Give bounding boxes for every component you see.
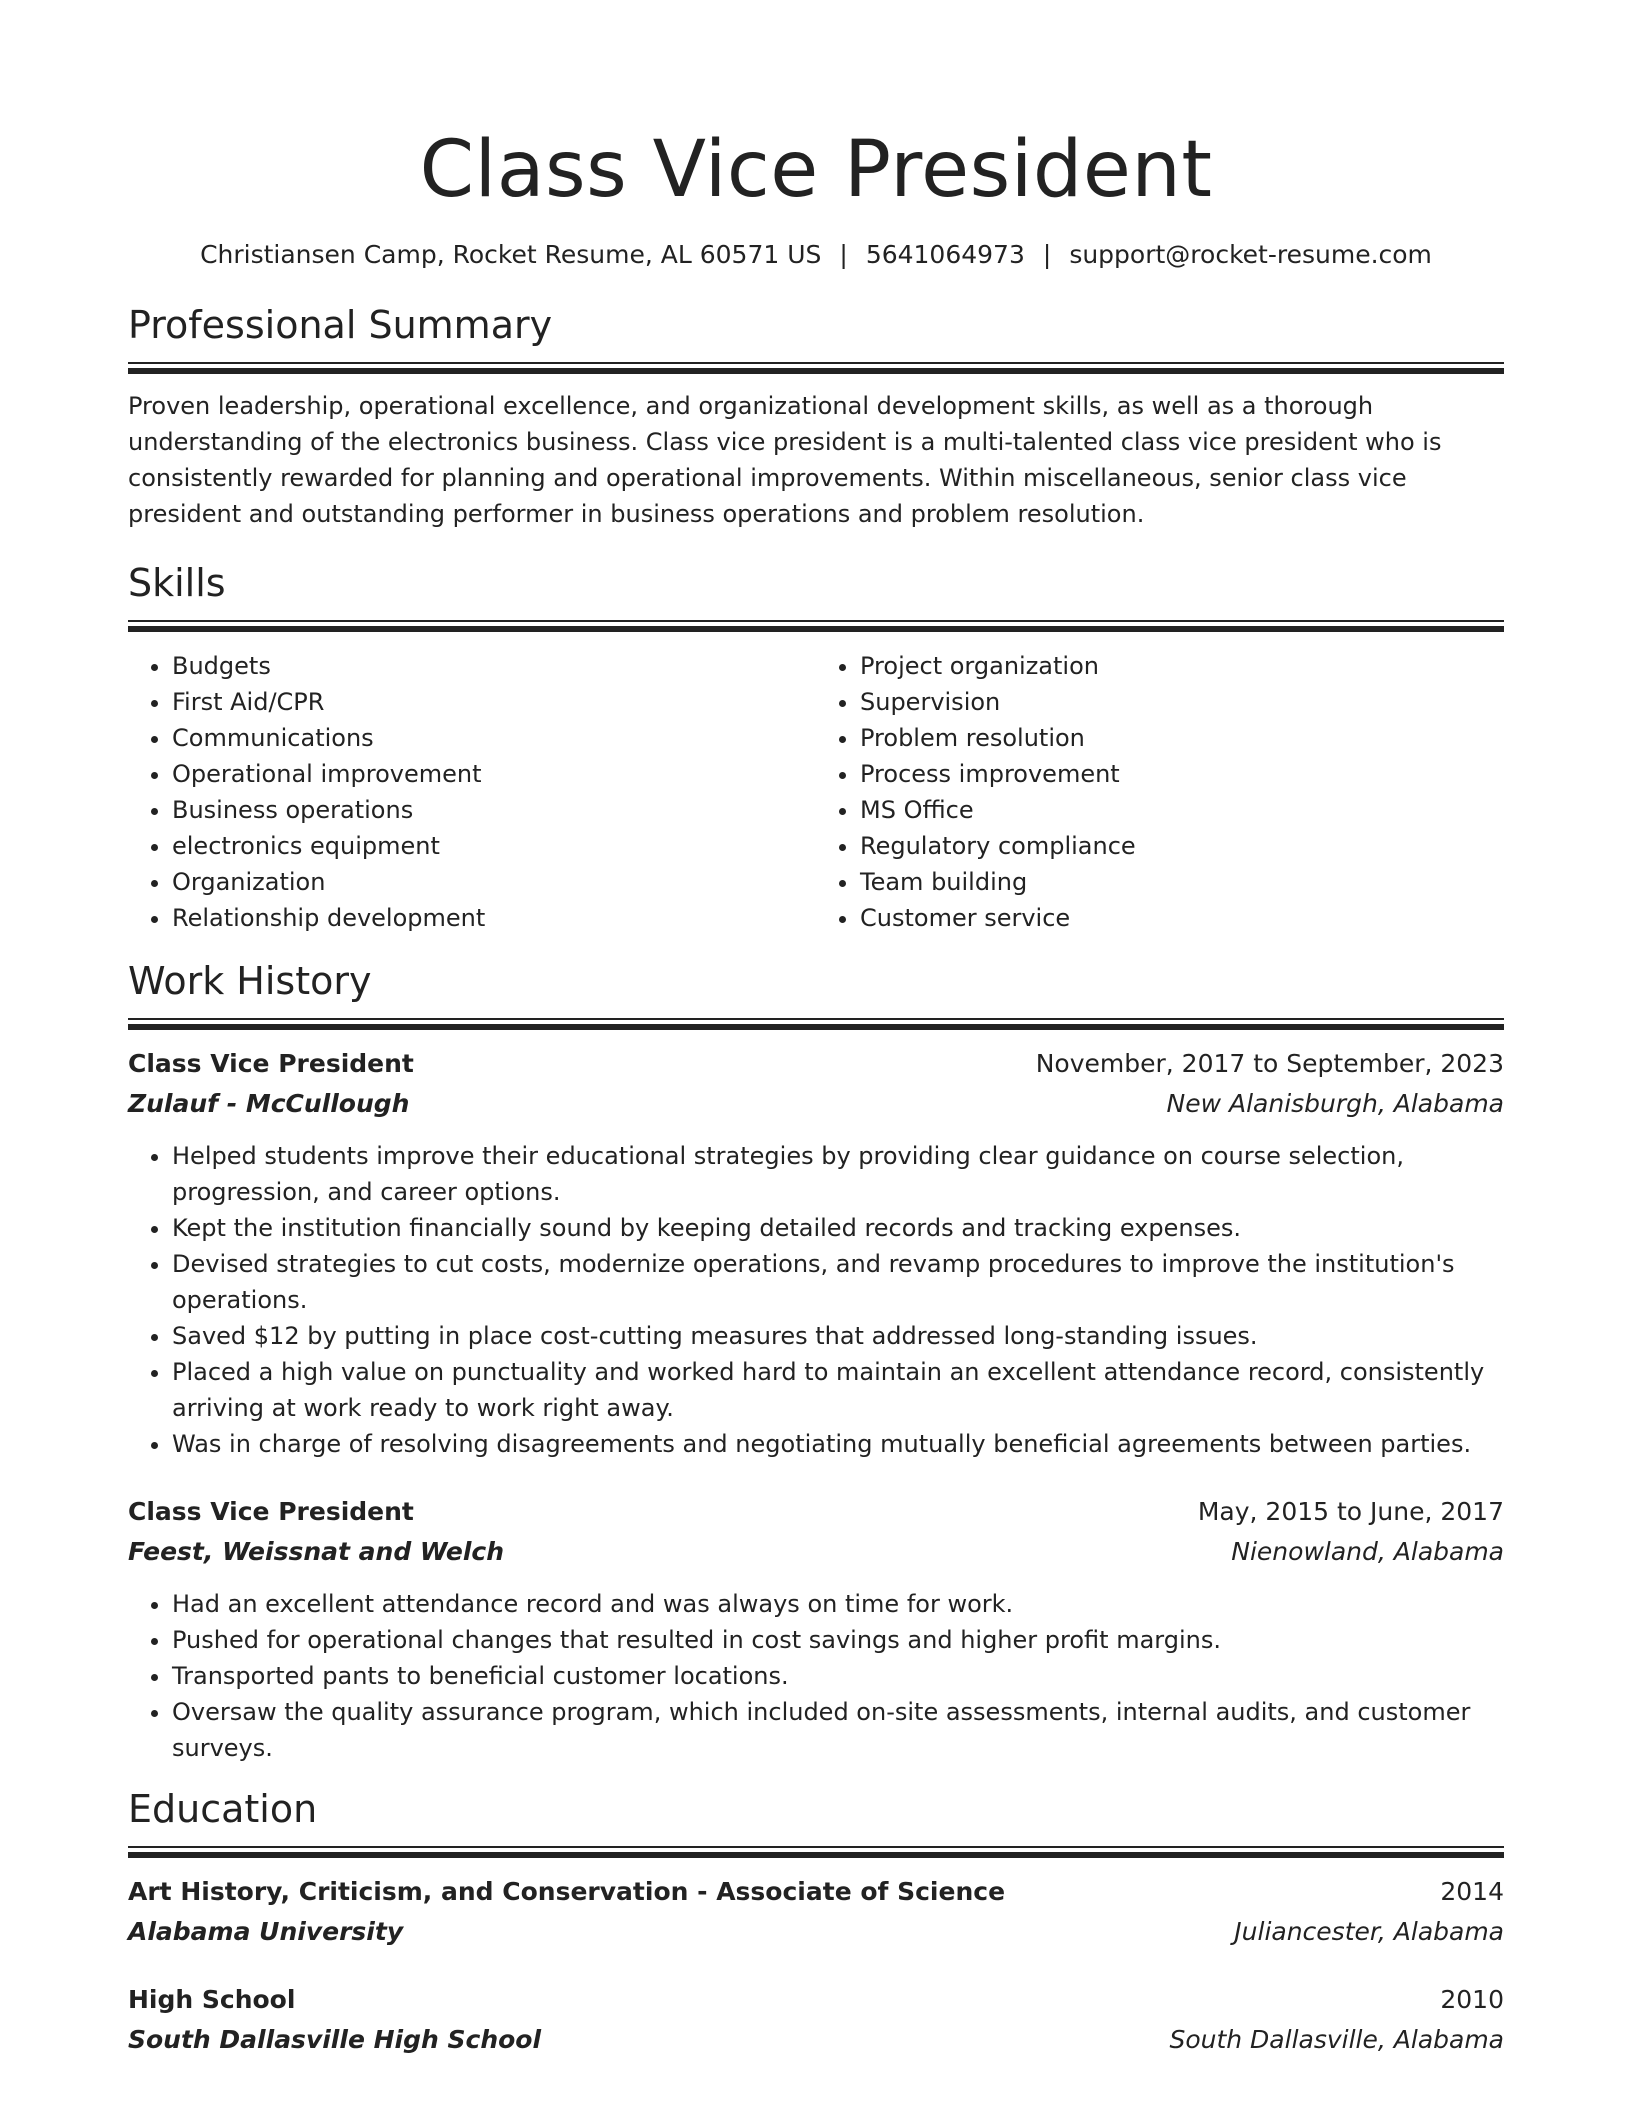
contact-separator: | [1042, 240, 1052, 269]
skills-section [128, 558, 1504, 936]
job-bullet: • Helped students improve their educational strategies by providing clear guidance on course selection, progression, and career options. [172, 1138, 1504, 1210]
work-history-heading: Work History [128, 959, 372, 1003]
skill-item: • Budgets [172, 648, 816, 684]
skill-item: • Problem resolution [860, 720, 1504, 756]
job-bullet: • Pushed for operational changes that resulted in cost savings and higher profit margins. [172, 1622, 1504, 1658]
skill-item: • Organization [172, 864, 816, 900]
job-dates: November, 2017 to September, 2023 [1035, 1049, 1504, 1078]
education-degree: High School [128, 1985, 296, 2014]
job-bullets [128, 1138, 1504, 1462]
job-bullet: • Kept the institution financially sound by keeping detailed records and tracking expenses. [172, 1210, 1504, 1246]
skill-item: • Communications [172, 720, 816, 756]
skill-item: • Business operations [172, 792, 816, 828]
summary-text: Proven leadership, operational excellence, and organizational development skills, as well as a thorough understanding of the electronics business. Class vice president is a multi-talented class vice president who is consistently rewarded for planning and operational improvements. Within miscellaneous, senior class vice president and outstanding performer in business operations and problem resolution. [128, 392, 1442, 528]
job-company: Zulauf - McCullough [128, 1089, 410, 1118]
work-history-section [128, 956, 1504, 1766]
job-bullet: • Devised strategies to cut costs, modernize operations, and revamp procedures to improve the institution's operations. [172, 1246, 1504, 1318]
summary-heading: Professional Summary [128, 303, 553, 347]
section-divider [128, 620, 1504, 632]
job-location: Nienowland, Alabama [1231, 1537, 1504, 1566]
job-bullets [128, 1586, 1504, 1766]
job-bullet: • Saved $12 by putting in place cost-cutting measures that addressed long-standing issues. [172, 1318, 1504, 1354]
job-entry [128, 1492, 1504, 1766]
job-bullet: • Transported pants to beneficial customer locations. [172, 1658, 1504, 1694]
skill-item: • Project organization [860, 648, 1504, 684]
skill-item: • Operational improvement [172, 756, 816, 792]
skill-item: • Team building [860, 864, 1504, 900]
education-school: Alabama University [128, 1917, 404, 1946]
education-section [128, 1784, 1504, 2060]
contact-line [128, 238, 1504, 272]
skill-item: • Process improvement [860, 756, 1504, 792]
education-degree: Art History, Criticism, and Conservation - Associate of Science [128, 1877, 1006, 1906]
job-company: Feest, Weissnat and Welch [128, 1537, 505, 1566]
education-location: Juliancester, Alabama [1234, 1917, 1504, 1946]
education-entry [128, 1980, 1504, 2060]
contact-email: support@rocket-resume.com [1069, 240, 1432, 269]
section-divider [128, 362, 1504, 374]
summary-section [128, 300, 1504, 532]
education-entry [128, 1872, 1504, 1952]
resume-name: Class Vice President [419, 125, 1213, 215]
education-heading: Education [128, 1787, 318, 1831]
job-entry [128, 1044, 1504, 1462]
contact-address: Christiansen Camp, Rocket Resume, AL 60571 US [200, 240, 822, 269]
education-year: 2010 [1440, 1985, 1504, 2014]
contact-separator: | [839, 240, 848, 269]
skills-list-right [816, 648, 1504, 936]
section-divider [128, 1846, 1504, 1858]
education-location: South Dallasville, Alabama [1169, 2025, 1504, 2054]
job-bullet: • Had an excellent attendance record and was always on time for work. [172, 1586, 1504, 1622]
skill-item: • Relationship development [172, 900, 816, 936]
skill-item: • Customer service [860, 900, 1504, 936]
job-dates: May, 2015 to June, 2017 [1197, 1497, 1504, 1526]
section-divider [128, 1018, 1504, 1030]
job-title: Class Vice President [128, 1497, 414, 1526]
job-bullet: • Oversaw the quality assurance program, which included on-site assessments, internal audits, and customer surveys. [172, 1694, 1504, 1766]
skill-item: • electronics equipment [172, 828, 816, 864]
skill-item: • Supervision [860, 684, 1504, 720]
education-year: 2014 [1440, 1877, 1504, 1906]
skill-item: • MS Office [860, 792, 1504, 828]
job-bullet: • Placed a high value on punctuality and worked hard to maintain an excellent attendance record, consistently arriving at work ready to work right away. [172, 1354, 1504, 1426]
skill-item: • First Aid/CPR [172, 684, 816, 720]
skills-columns [128, 648, 1504, 936]
contact-phone: 5641064973 [865, 240, 1025, 269]
skills-list-left [128, 648, 816, 936]
skills-heading: Skills [128, 561, 226, 605]
job-location: New Alanisburgh, Alabama [1166, 1089, 1504, 1118]
job-bullet: • Was in charge of resolving disagreements and negotiating mutually beneficial agreements between parties. [172, 1426, 1504, 1462]
job-title: Class Vice President [128, 1049, 414, 1078]
education-school: South Dallasville High School [128, 2025, 542, 2054]
skill-item: • Regulatory compliance [860, 828, 1504, 864]
